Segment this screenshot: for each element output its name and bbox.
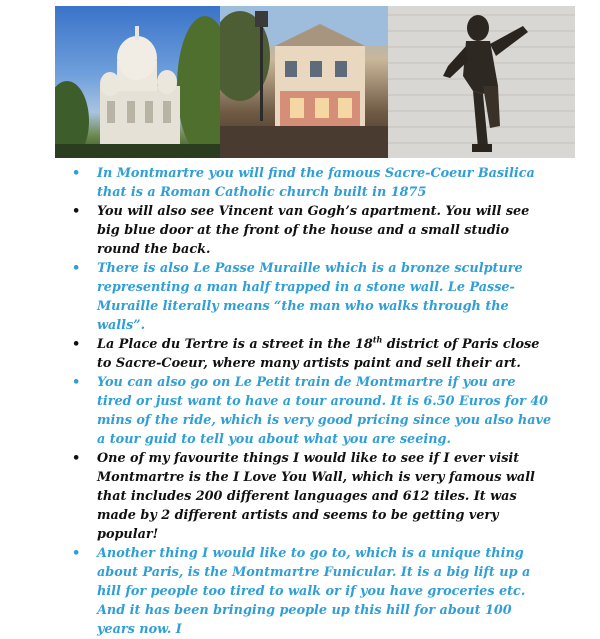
list-item [72, 259, 552, 335]
superscript: th [372, 334, 383, 345]
photo-strip [55, 6, 575, 158]
montmartre-street-photo [220, 6, 388, 158]
bullet-marker: • [72, 166, 81, 181]
list-item [72, 202, 552, 259]
list-item [72, 544, 552, 639]
bullet-marker: • [72, 375, 81, 390]
bullet-marker: • [72, 451, 81, 466]
list-item-text: You can also go on Le Petit train de Montmartre if you are tired or just want to have a tour around. It is 6.50 Euros for 40 mins of the ride, which is very good pricing since you also have a tour guid to tell you about what you are seeing. [97, 375, 552, 447]
list-item-text: La Place du Tertre is a street in the 18 [97, 337, 373, 352]
list-item-text: One of my favourite things I would like to see if I ever visit Montmartre is the I Love You Wall, which is very famous wall that includes 200 different languages and 612 tiles. It was made by 2 different artists and seems to be getting very popular! [97, 451, 535, 542]
list-item [72, 164, 552, 202]
list-item-text: district of Paris close to Sacre-Coeur, where many artists paint and sell their art. [97, 337, 540, 371]
bullet-marker: • [72, 261, 81, 276]
list-item [72, 373, 552, 449]
bullet-marker: • [72, 337, 81, 352]
list-item-text: In Montmartre you will find the famous Sacre-Coeur Basilica that is a Roman Catholic church built in 1875 [97, 166, 535, 200]
bullet-marker: • [72, 546, 81, 561]
list-item-text: You will also see Vincent van Gogh’s apartment. You will see big blue door at the front of the house and a small studio round the back. [97, 204, 530, 257]
bullet-list [72, 164, 552, 639]
list-item-text: There is also Le Passe Muraille which is a bronze sculpture representing a man half trapped in a stone wall. Le Passe-Muraille literally means “the man who walks through the walls”. [97, 261, 523, 333]
bullet-marker: • [72, 204, 81, 219]
list-item [72, 335, 552, 373]
sacre-coeur-photo [55, 6, 220, 158]
list-item-text: Another thing I would like to go to, which is a unique thing about Paris, is the Montmartre Funicular. It is a big lift up a hill for people too tired to walk or if you have groceries etc. And it has been bringing people up this hill for about 100 years now. I [97, 546, 531, 637]
list-item [72, 449, 552, 544]
passe-muraille-sculpture-photo [388, 6, 575, 158]
